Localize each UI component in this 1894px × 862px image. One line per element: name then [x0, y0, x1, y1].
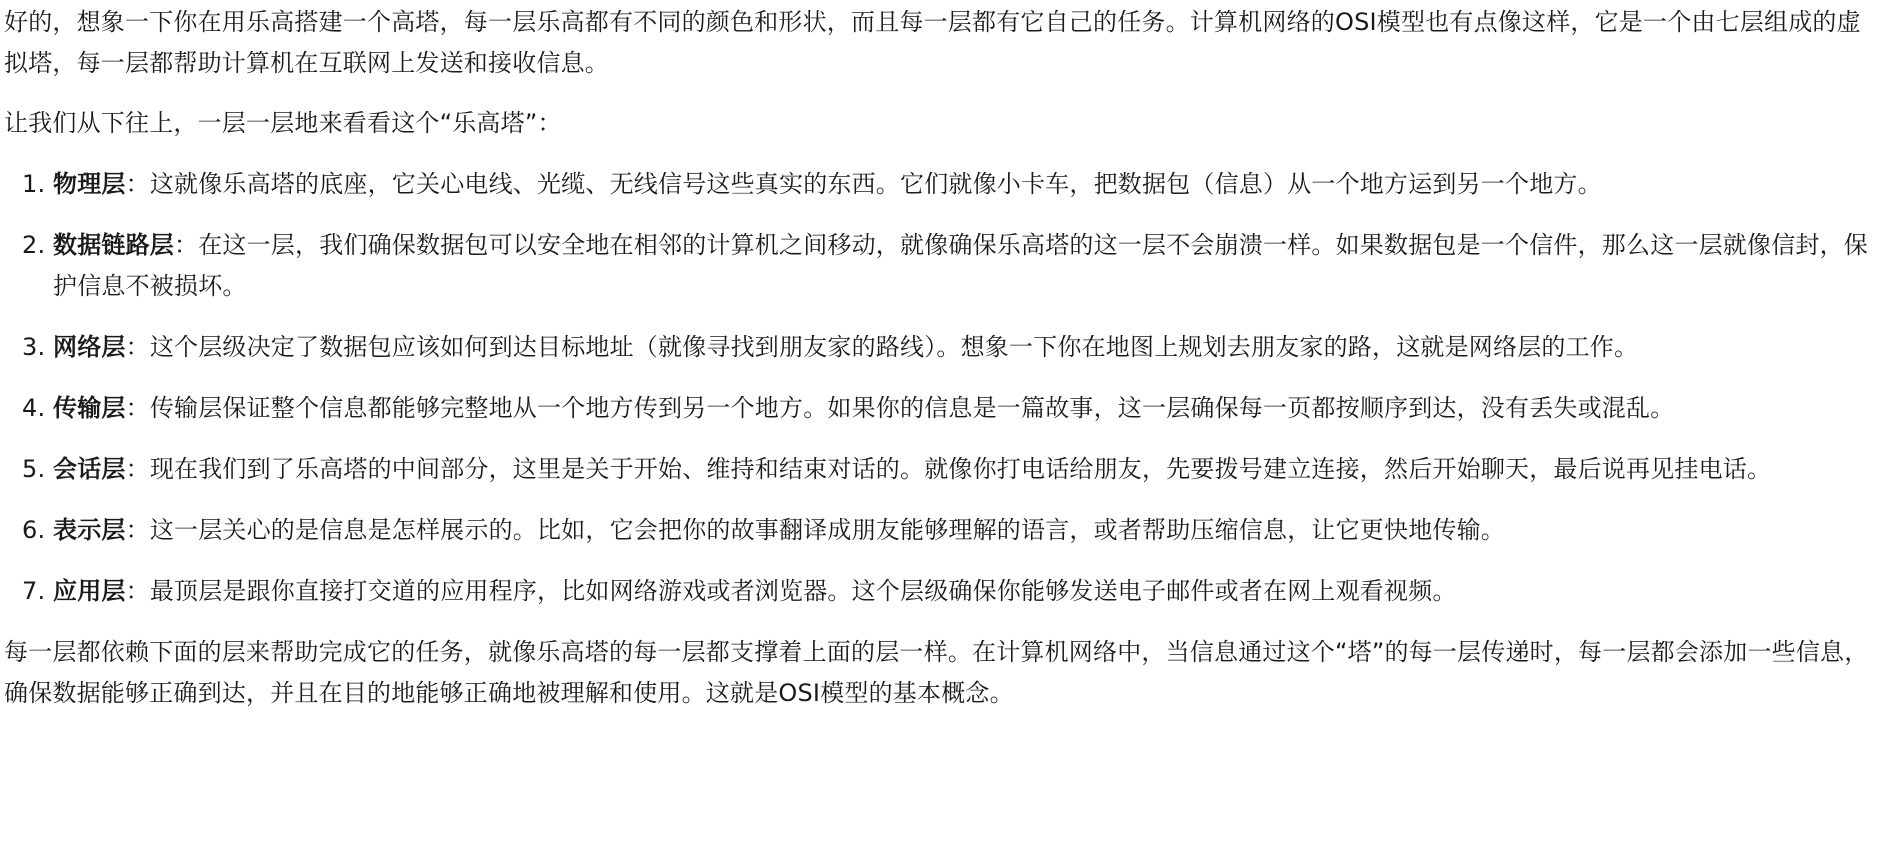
list-number: 7.: [22, 577, 46, 605]
list-item-data-link-layer: [4, 225, 1880, 307]
layer-separator: ：: [174, 231, 199, 259]
outro-paragraph: 每一层都依赖下面的层来帮助完成它的任务，就像乐高塔的每一层都支撑着上面的层一样。在计算机网络中，当信息通过这个“塔”的每一层传递时，每一层都会添加一些信息，确保数据能够正确到达，并且在目的地能够正确地被理解和使用。这就是OSI模型的基本概念。: [4, 638, 1869, 707]
layer-name: 会话层: [53, 455, 126, 483]
layer-separator: ：: [125, 333, 150, 361]
list-number: 4.: [22, 394, 46, 422]
layer-description: 这一层关心的是信息是怎样展示的。比如，它会把你的故事翻译成朋友能够理解的语言，或者帮助压缩信息，让它更快地传输。: [149, 516, 1506, 544]
layer-separator: ：: [125, 455, 150, 483]
list-item-presentation-layer: [4, 510, 1880, 551]
list-item-application-layer: [4, 571, 1880, 612]
layer-description: 最顶层是跟你直接打交道的应用程序，比如网络游戏或者浏览器。这个层级确保你能够发送电子邮件或者在网上观看视频。: [149, 577, 1457, 605]
layer-separator: ：: [125, 516, 150, 544]
layer-description: 这就像乐高塔的底座，它关心电线、光缆、无线信号这些真实的东西。它们就像小卡车，把数据包（信息）从一个地方运到另一个地方。: [149, 170, 1602, 198]
list-item-physical-layer: [4, 164, 1880, 205]
list-number: 1.: [22, 170, 46, 198]
list-number: 2.: [22, 231, 46, 259]
list-item-network-layer: [4, 327, 1880, 368]
layer-name: 传输层: [53, 394, 126, 422]
list-number: 5.: [22, 455, 46, 483]
layer-description: 在这一层，我们确保数据包可以安全地在相邻的计算机之间移动，就像确保乐高塔的这一层不会崩溃一样。如果数据包是一个信件，那么这一层就像信封，保护信息不被损坏。: [53, 231, 1868, 300]
list-number: 6.: [22, 516, 46, 544]
layer-name: 网络层: [53, 333, 126, 361]
intro-paragraph: 好的，想象一下你在用乐高搭建一个高塔，每一层乐高都有不同的颜色和形状，而且每一层都有它自己的任务。计算机网络的OSI模型也有点像这样，它是一个由七层组成的虚拟塔，每一层都帮助计算机在互联网上发送和接收信息。: [4, 8, 1861, 77]
list-item-transport-layer: [4, 388, 1880, 429]
list-number: 3.: [22, 333, 46, 361]
lead-paragraph: 让我们从下往上，一层一层地来看看这个“乐高塔”：: [4, 109, 562, 137]
layer-separator: ：: [125, 394, 150, 422]
layer-name: 应用层: [53, 577, 126, 605]
layer-separator: ：: [125, 170, 150, 198]
layer-name: 表示层: [53, 516, 126, 544]
osi-layer-list: [4, 164, 1880, 612]
layer-separator: ：: [125, 577, 150, 605]
list-item-session-layer: [4, 449, 1880, 490]
layer-name: 物理层: [53, 170, 126, 198]
layer-description: 传输层保证整个信息都能够完整地从一个地方传到另一个地方。如果你的信息是一篇故事，这一层确保每一页都按顺序到达，没有丢失或混乱。: [149, 394, 1675, 422]
layer-description: 现在我们到了乐高塔的中间部分，这里是关于开始、维持和结束对话的。就像你打电话给朋友，先要拨号建立连接，然后开始聊天，最后说再见挂电话。: [149, 455, 1772, 483]
layer-name: 数据链路层: [53, 231, 174, 259]
layer-description: 这个层级决定了数据包应该如何到达目标地址（就像寻找到朋友家的路线）。想象一下你在地图上规划去朋友家的路，这就是网络层的工作。: [149, 333, 1639, 361]
